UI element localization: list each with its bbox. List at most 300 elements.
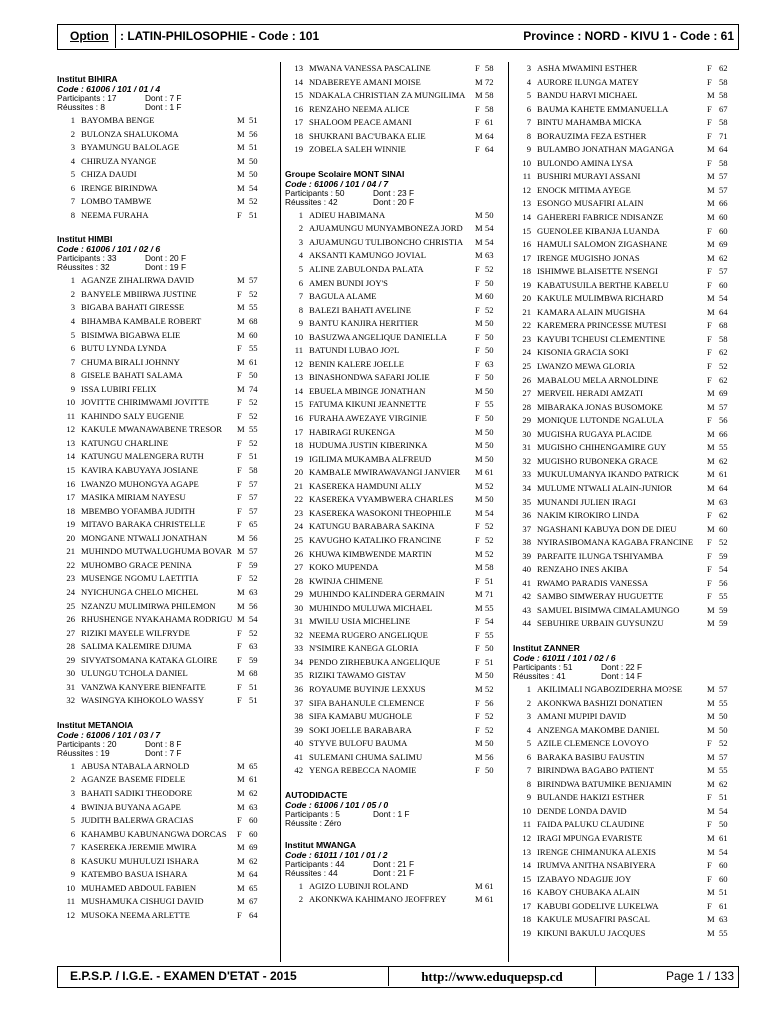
participants-count: Participants : 44 — [285, 858, 345, 869]
candidate-name: KASUKU MUHULUZI ISHARA — [81, 855, 199, 866]
candidate-score: 52 — [485, 480, 494, 491]
candidate-name: CHUMA BIRALI JOHNNY — [81, 356, 180, 367]
candidate-sex: M — [237, 801, 245, 812]
table-row — [57, 572, 269, 586]
candidate-number: 6 — [526, 751, 531, 762]
candidate-name: BANTU KANJIRA HERITIER — [309, 318, 419, 329]
candidate-name: BANDU HARVI MICHAEL — [537, 90, 638, 101]
candidate-name: SHALOOM PEACE AMANI — [309, 117, 412, 128]
candidate-sex: F — [707, 157, 712, 168]
candidate-sex: F — [707, 76, 712, 87]
candidate-name: CHIRUZA NYANGE — [81, 155, 157, 166]
candidate-sex: M — [475, 589, 483, 600]
candidate-number: 24 — [294, 521, 303, 532]
candidate-name: NGASHANI KABUYA DON DE DIEU — [537, 523, 677, 534]
candidate-sex: M — [475, 223, 483, 234]
candidate-number: 19 — [522, 279, 531, 290]
table-row — [513, 197, 741, 211]
candidate-number: 1 — [70, 275, 75, 286]
candidate-number: 7 — [526, 765, 531, 776]
table-row — [57, 396, 269, 410]
candidate-name: ASHA MWAMINI ESTHER — [537, 63, 638, 73]
candidate-number: 3 — [70, 787, 75, 798]
candidate-number: 2 — [526, 697, 531, 708]
table-row — [513, 441, 741, 455]
candidate-score: 50 — [485, 385, 494, 396]
candidate-sex: F — [475, 629, 480, 640]
success-line — [57, 749, 269, 758]
candidate-number: 36 — [522, 510, 531, 521]
table-row — [57, 423, 269, 437]
table-row — [57, 828, 269, 842]
candidate-name: KAKULE MUSAFIRI PASCAL — [537, 914, 650, 925]
candidate-score: 59 — [249, 654, 258, 665]
candidate-name: AKONKWA KAHIMANO JEOFFREY — [309, 894, 447, 905]
candidate-score: 61 — [249, 356, 258, 367]
candidate-sex: F — [707, 63, 712, 73]
candidate-sex: M — [237, 155, 245, 166]
candidate-name: BULAMBO JONATHAN MAGANGA — [537, 144, 675, 155]
candidate-sex: F — [707, 900, 712, 911]
table-row — [285, 575, 503, 589]
candidate-name: JOVITTE CHIRIMWAMI JOVITTE — [81, 397, 209, 408]
column-2 — [280, 62, 503, 962]
participants-count: Participants : 5 — [285, 808, 340, 819]
candidate-sex: F — [707, 510, 712, 521]
candidate-score: 60 — [249, 828, 258, 839]
table-row — [513, 550, 741, 564]
candidate-name: MONIQUE LUTONDE NGALULA — [537, 415, 664, 426]
candidate-score: 52 — [485, 711, 494, 722]
table-row — [57, 464, 269, 478]
candidate-name: KATUNGU MALENGERA RUTH — [81, 451, 204, 462]
table-row — [513, 157, 741, 171]
table-row — [513, 292, 741, 306]
table-row — [57, 801, 269, 815]
candidate-score: 52 — [485, 534, 494, 545]
candidate-score: 61 — [485, 117, 494, 128]
candidate-number: 16 — [522, 887, 531, 898]
table-row — [57, 168, 269, 182]
candidate-score: 52 — [485, 724, 494, 735]
candidate-score: 55 — [719, 927, 728, 938]
candidate-sex: M — [707, 482, 715, 493]
candidate-number: 8 — [70, 209, 75, 220]
candidate-score: 62 — [719, 778, 728, 789]
candidate-name: BAYOMBA BENGE — [81, 115, 155, 125]
candidate-sex: M — [475, 507, 483, 518]
candidate-number: 17 — [522, 900, 531, 911]
candidate-score: 59 — [249, 559, 258, 570]
candidate-number: 23 — [522, 333, 531, 344]
table-row — [57, 383, 269, 397]
candidate-sex: M — [707, 184, 715, 195]
candidate-name: BWINJA BUYANA AGAPE — [81, 801, 181, 812]
candidate-score: 58 — [485, 562, 494, 573]
table-row — [57, 369, 269, 383]
candidate-score: 60 — [249, 329, 258, 340]
table-row — [513, 279, 741, 293]
candidate-score: 58 — [249, 465, 258, 476]
candidate-score: 68 — [719, 320, 728, 331]
candidate-sex: M — [475, 494, 483, 505]
table-row — [57, 855, 269, 869]
candidate-name: IRUMVA ANITHA NSABIYERA — [537, 860, 656, 871]
candidate-score: 50 — [485, 765, 494, 776]
candidate-number: 23 — [66, 573, 75, 584]
candidate-score: 68 — [249, 316, 258, 327]
candidate-score: 52 — [485, 683, 494, 694]
candidate-name: NEEMA FURAHA — [81, 209, 149, 220]
table-row — [57, 315, 269, 329]
candidate-name: BINTU MAHAMBA MICKA — [537, 117, 642, 128]
candidate-name: KATUNGU BARABARA SAKINA — [309, 521, 435, 532]
table-row — [513, 346, 741, 360]
candidate-number: 16 — [522, 239, 531, 250]
candidate-score: 55 — [249, 424, 258, 435]
candidate-name: ESONGO MUSAFIRI ALAIN — [537, 198, 644, 209]
candidate-name: RWAMO PARADIS VANESSA — [537, 577, 649, 588]
table-row — [57, 450, 269, 464]
candidate-sex: F — [237, 573, 242, 584]
candidate-sex: M — [237, 842, 245, 853]
candidate-name: MBEMBO YOFAMBA JUDITH — [81, 505, 196, 516]
table-row — [285, 344, 503, 358]
candidate-sex: M — [237, 774, 245, 785]
candidate-name: MUHINDO KALINDERA GERMAIN — [309, 589, 445, 600]
candidate-number: 21 — [522, 306, 531, 317]
candidate-sex: M — [237, 302, 245, 313]
participants-female: Dont : 22 F — [601, 661, 643, 672]
candidate-number: 17 — [522, 252, 531, 263]
candidate-sex: F — [475, 264, 480, 275]
candidate-name: JUDITH BALERWA GRACIAS — [81, 815, 194, 826]
candidate-number: 25 — [522, 361, 531, 372]
candidate-name: NYIRASIBOMANA KAGABA FRANCINE — [537, 537, 694, 548]
table-row — [57, 895, 269, 909]
candidate-number: 11 — [522, 171, 531, 182]
candidate-score: 63 — [719, 914, 728, 925]
candidate-name: SHUKRANI BAC'UBAKA ELIE — [309, 130, 426, 141]
candidate-score: 61 — [485, 467, 494, 478]
candidate-number: 9 — [526, 792, 531, 803]
success-line — [57, 263, 269, 272]
candidate-name: HABIRAGI RUKENGA — [309, 426, 396, 437]
candidate-number: 2 — [298, 223, 303, 234]
candidate-score: 52 — [485, 304, 494, 315]
candidate-sex: F — [707, 103, 712, 114]
table-row — [285, 398, 503, 412]
candidate-sex: M — [237, 128, 245, 139]
candidate-name: SAMUEL BISIMWA CIMALAMUNGO — [537, 604, 680, 615]
candidate-number: 30 — [522, 428, 531, 439]
candidate-name: NAKIM KIROKIRO LINDA — [537, 510, 640, 521]
candidate-sex: M — [237, 600, 245, 611]
candidate-score: 57 — [719, 184, 728, 195]
candidate-score: 62 — [719, 347, 728, 358]
table-row — [513, 791, 741, 805]
institution-code: Code : 61006 / 101 / 03 / 7 — [57, 729, 161, 740]
candidate-name: BULONDO AMINA LYSA — [537, 157, 634, 168]
candidate-sex: M — [237, 787, 245, 798]
candidate-number: 9 — [70, 869, 75, 880]
table-row — [513, 319, 741, 333]
candidate-name: BISIMWA BIGABWA ELIE — [81, 329, 181, 340]
candidate-sex: F — [475, 765, 480, 776]
candidate-sex: F — [237, 343, 242, 354]
candidate-number: 12 — [294, 358, 303, 369]
table-row — [513, 414, 741, 428]
candidate-sex: F — [475, 616, 480, 627]
candidate-sex: M — [237, 196, 245, 207]
table-row — [513, 805, 741, 819]
candidate-sex: F — [707, 537, 712, 548]
candidate-score: 60 — [485, 291, 494, 302]
candidate-number: 3 — [298, 236, 303, 247]
candidate-name: KAMARA ALAIN MUGISHA — [537, 306, 646, 317]
table-row — [513, 455, 741, 469]
candidate-number: 39 — [522, 550, 531, 561]
candidate-name: RHUSHENGE NYAKAHAMA RODRIGU — [81, 614, 233, 625]
candidate-name: KAKULE MULIMBWA RICHARD — [537, 293, 664, 304]
candidate-number: 1 — [526, 683, 531, 694]
candidate-score: 51 — [249, 115, 258, 125]
success-line — [285, 198, 503, 207]
table-row — [513, 509, 741, 523]
candidate-number: 5 — [70, 329, 75, 340]
success-count: Réussites : 41 — [513, 670, 566, 681]
option-label: Option — [58, 25, 116, 48]
candidate-name: ISHIMWE BLAISETTE N'SENGI — [537, 266, 658, 277]
candidate-number: 42 — [522, 591, 531, 602]
candidate-number: 10 — [66, 882, 75, 893]
candidate-sex: F — [707, 550, 712, 561]
candidate-number: 3 — [70, 142, 75, 153]
candidate-sex: F — [707, 577, 712, 588]
table-row — [57, 518, 269, 532]
candidate-number: 4 — [526, 724, 531, 735]
candidate-number: 43 — [522, 604, 531, 615]
table-row — [57, 882, 269, 896]
candidate-name: IRAGI MPUNGA EVARISTE — [537, 832, 643, 843]
institution-code: Code : 61006 / 101 / 01 / 4 — [57, 84, 161, 94]
province-label: Province : NORD - KIVU 1 - Code : 61 — [523, 29, 734, 43]
table-row — [285, 385, 503, 399]
candidate-sex: F — [237, 828, 242, 839]
table-row — [513, 683, 741, 697]
candidate-score: 67 — [249, 896, 258, 907]
table-row — [57, 694, 269, 708]
candidate-name: BULANDE HAKIZI ESTHER — [537, 792, 645, 803]
candidate-name: BIGABA BAHATI GIRESSE — [81, 302, 185, 313]
candidate-sex: F — [237, 465, 242, 476]
candidate-number: 13 — [522, 846, 531, 857]
table-row — [285, 76, 503, 90]
table-row — [285, 724, 503, 738]
table-row — [285, 103, 503, 117]
candidate-score: 57 — [719, 171, 728, 182]
candidate-number: 28 — [66, 641, 75, 652]
candidate-name: BUSHIRI MURAYI ASSANI — [537, 171, 641, 182]
candidate-score: 51 — [249, 681, 258, 692]
candidate-name: AGANZE BASEME FIDELE — [81, 774, 186, 785]
candidate-score: 64 — [485, 130, 494, 141]
candidate-name: GISELE BAHATI SALAMA — [81, 370, 183, 381]
candidate-number: 10 — [294, 331, 303, 342]
candidate-sex: F — [237, 410, 242, 421]
institution-name: Institut ZANNER — [513, 642, 580, 653]
table-row — [285, 130, 503, 144]
candidate-number: 14 — [522, 860, 531, 871]
candidate-name: KAREMERA PRINCESSE MUTESI — [537, 320, 667, 331]
table-row — [57, 814, 269, 828]
candidate-sex: F — [237, 209, 242, 220]
candidate-score: 51 — [485, 656, 494, 667]
candidate-sex: M — [475, 548, 483, 559]
candidate-score: 50 — [485, 670, 494, 681]
candidate-score: 56 — [719, 577, 728, 588]
candidate-sex: F — [707, 819, 712, 830]
candidate-sex: M — [237, 275, 245, 286]
candidate-sex: M — [707, 388, 715, 399]
candidate-score: 52 — [485, 521, 494, 532]
candidate-number: 7 — [298, 291, 303, 302]
candidate-number: 5 — [298, 264, 303, 275]
candidate-sex: M — [475, 291, 483, 302]
table-row — [285, 143, 503, 157]
candidate-sex: F — [237, 627, 242, 638]
candidate-name: GUENOLEE KIBANJA LUANDA — [537, 225, 660, 236]
table-row — [57, 410, 269, 424]
candidate-sex: M — [707, 144, 715, 155]
candidate-number: 29 — [66, 654, 75, 665]
candidate-score: 61 — [485, 880, 494, 891]
candidate-sex: F — [237, 519, 242, 530]
candidate-number: 6 — [298, 277, 303, 288]
candidate-score: 71 — [719, 130, 728, 141]
candidate-score: 55 — [485, 602, 494, 613]
table-row — [513, 873, 741, 887]
candidate-number: 13 — [294, 372, 303, 383]
table-row — [285, 629, 503, 643]
candidate-number: 33 — [522, 469, 531, 480]
candidate-score: 58 — [485, 103, 494, 114]
candidate-sex: M — [475, 453, 483, 464]
candidate-sex: M — [707, 765, 715, 776]
candidate-number: 23 — [294, 507, 303, 518]
candidate-name: EBUELA MBINGE JONATHAN — [309, 385, 426, 396]
candidate-name: BAHATI SADIKI THEODORE — [81, 787, 193, 798]
candidate-name: BALEZI BAHATI AVELINE — [309, 304, 411, 315]
candidate-number: 11 — [66, 410, 75, 421]
candidate-sex: M — [707, 523, 715, 534]
candidate-name: IGILIMA MUKAMBA ALFREUD — [309, 453, 432, 464]
table-row — [57, 868, 269, 882]
candidate-sex: M — [707, 604, 715, 615]
participants-female: Dont : 7 F — [145, 93, 182, 103]
candidate-sex: M — [475, 209, 483, 220]
candidate-name: KHUWA KIMBWENDE MARTIN — [309, 548, 432, 559]
candidate-name: HAMULI SALOMON ZIGASHANE — [537, 239, 668, 250]
candidate-score: 60 — [719, 279, 728, 290]
candidate-number: 15 — [294, 399, 303, 410]
table-row — [513, 143, 741, 157]
candidate-name: IRENGE MUGISHO JONAS — [537, 252, 640, 263]
candidate-number: 32 — [522, 455, 531, 466]
table-row — [57, 586, 269, 600]
candidate-name: MUGISHO CHIHENGAMIRE GUY — [537, 442, 667, 453]
candidate-score: 50 — [485, 426, 494, 437]
candidate-number: 12 — [522, 184, 531, 195]
institution-code: Code : 61006 / 101 / 02 / 6 — [57, 244, 161, 255]
candidate-sex: F — [475, 656, 480, 667]
candidate-name: DENDE LONDA DAVID — [537, 805, 627, 816]
candidate-sex: M — [237, 169, 245, 180]
success-female: Dont : 14 F — [601, 670, 643, 681]
candidate-name: IZABAYO NDAGIJE JOY — [537, 873, 632, 884]
candidate-name: STYVE BULOFU BAUMA — [309, 738, 408, 749]
table-row — [513, 89, 741, 103]
candidate-sex: F — [237, 370, 242, 381]
candidate-score: 50 — [249, 370, 258, 381]
table-row — [57, 491, 269, 505]
table-row — [285, 209, 503, 223]
candidate-name: ADIEU HABIMANA — [309, 209, 386, 220]
table-row — [513, 900, 741, 914]
table-row — [57, 288, 269, 302]
candidate-score: 57 — [719, 683, 728, 694]
candidate-number: 18 — [522, 914, 531, 925]
candidate-score: 54 — [485, 507, 494, 518]
candidate-score: 61 — [719, 832, 728, 843]
candidate-number: 6 — [70, 343, 75, 354]
table-row — [285, 656, 503, 670]
candidate-number: 8 — [70, 855, 75, 866]
column-1 — [57, 62, 269, 962]
table-row — [57, 478, 269, 492]
candidate-sex: F — [707, 225, 712, 236]
footer-url-link[interactable]: http://www.eduquepsp.cd — [388, 967, 596, 986]
candidate-score: 56 — [249, 128, 258, 139]
candidate-name: MUNANDI JULIEN IRAGI — [537, 496, 636, 507]
table-row — [513, 333, 741, 347]
table-row — [513, 103, 741, 117]
table-row — [285, 62, 503, 76]
candidate-number: 12 — [522, 832, 531, 843]
table-row — [513, 184, 741, 198]
candidate-number: 19 — [294, 144, 303, 155]
candidate-sex: F — [475, 331, 480, 342]
candidate-sex: M — [707, 778, 715, 789]
candidate-name: KABATUSUILA BERTHE KABELU — [537, 279, 669, 290]
candidate-score: 50 — [485, 318, 494, 329]
candidate-name: AMANI MUPIPI DAVID — [537, 711, 627, 722]
candidate-number: 40 — [294, 738, 303, 749]
candidate-sex: F — [707, 860, 712, 871]
candidate-sex: M — [237, 142, 245, 153]
candidate-sex: M — [707, 171, 715, 182]
candidate-score: 60 — [249, 815, 258, 826]
candidate-sex: M — [707, 846, 715, 857]
candidate-number: 34 — [522, 482, 531, 493]
candidate-number: 1 — [70, 115, 75, 125]
candidate-number: 15 — [294, 90, 303, 101]
candidate-name: BATUNDI LUBAO JO?L — [309, 345, 400, 356]
candidate-score: 50 — [485, 494, 494, 505]
candidate-sex: M — [707, 618, 715, 629]
candidate-name: PENDO ZIRHEBUKA ANGELIQUE — [309, 656, 441, 667]
candidate-score: 71 — [485, 589, 494, 600]
